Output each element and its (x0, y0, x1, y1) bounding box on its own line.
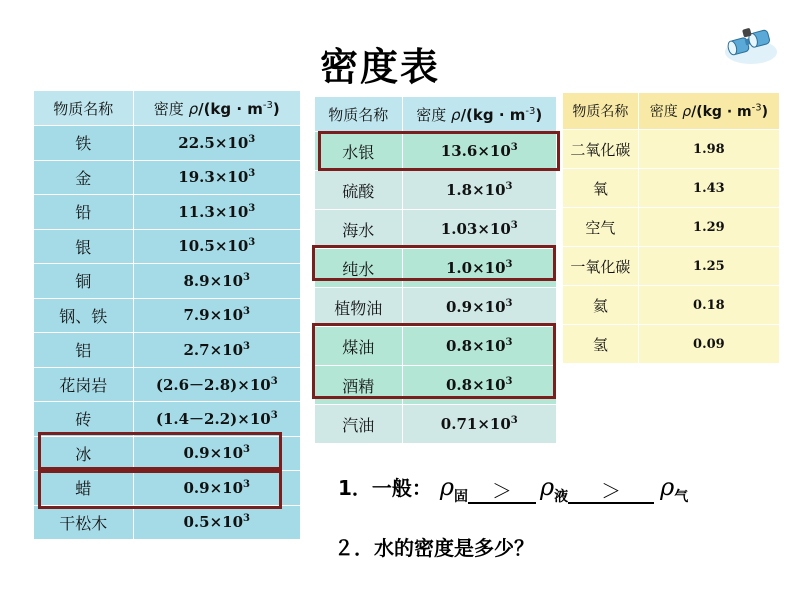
substance-name: 氢 (563, 325, 639, 364)
substance-name: 氧 (563, 169, 639, 208)
header-density-exp: -3 (751, 102, 762, 114)
table-row (563, 169, 780, 208)
header-name: 物质名称 (563, 93, 639, 130)
substance-name: 钢、铁 (34, 298, 134, 333)
table-row (34, 333, 301, 368)
table-header-row (315, 97, 557, 132)
density-mantissa: 0.8×10 (446, 337, 506, 355)
substance-name: 铁 (34, 126, 134, 161)
density-value (133, 367, 300, 402)
density-value (133, 160, 300, 195)
header-rho: ρ (451, 105, 461, 124)
density-exponent: 3 (243, 444, 251, 456)
density-mantissa: 0.9×10 (446, 298, 506, 316)
page-title: 密度表 (320, 45, 441, 89)
density-exponent: 3 (510, 142, 518, 153)
substance-name: 硫酸 (315, 171, 403, 210)
rho-symbol: ρ (660, 473, 675, 501)
table-row (34, 126, 301, 161)
density-value (133, 333, 300, 368)
substance-name: 铅 (34, 195, 134, 230)
density-exponent: 3 (248, 237, 256, 249)
table-row (315, 171, 557, 210)
density-exponent: 3 (505, 181, 513, 192)
density-exponent: 3 (270, 375, 278, 387)
header-density-unit: /(kg · m (691, 104, 752, 120)
density-mantissa: 0.9×10 (183, 478, 244, 497)
density-mantissa: 19.3×10 (178, 168, 249, 187)
header-density-exp: -3 (262, 99, 273, 111)
density-exponent: 3 (510, 220, 518, 231)
table-header-row (34, 91, 301, 126)
substance-name: 空气 (563, 208, 639, 247)
highlight-box-wax (38, 470, 282, 509)
question-2: ２．水的密度是多少？ (334, 536, 534, 560)
subscript-solid: 固 (454, 489, 469, 505)
rho-symbol: ρ (540, 473, 555, 501)
density-exponent: 3 (248, 202, 256, 214)
density-exponent: 3 (505, 376, 513, 387)
substance-name: 金 (34, 160, 134, 195)
density-value: 0.18 (638, 286, 779, 325)
density-mantissa: 0.9×10 (183, 444, 244, 463)
table-row (563, 130, 780, 169)
subscript-gas: 气 (674, 489, 689, 505)
question-1-label: 1．一般： (338, 476, 432, 500)
substance-name: 酒精 (315, 366, 403, 405)
substance-name: 砖 (34, 402, 134, 437)
highlight-box-kerosene-alcohol (312, 323, 556, 399)
question-1 (338, 472, 689, 505)
table-row (563, 325, 780, 364)
table-row (315, 210, 557, 249)
table-row (34, 367, 301, 402)
header-density-prefix: 密度 (416, 105, 447, 124)
density-value (402, 171, 556, 210)
density-mantissa: 0.8×10 (446, 376, 506, 394)
substance-name: 铜 (34, 264, 134, 299)
substance-name: 银 (34, 229, 134, 264)
density-exponent: 3 (243, 306, 251, 318)
substance-name: 煤油 (315, 327, 403, 366)
density-mantissa: (2.6－2.8)×10 (155, 375, 271, 394)
density-exponent: 3 (505, 298, 513, 309)
density-value (133, 195, 300, 230)
density-mantissa: 0.71×10 (440, 415, 511, 433)
substance-name: 汽油 (315, 405, 403, 444)
density-mantissa: 1.03×10 (440, 220, 511, 238)
density-mantissa: (1.4－2.2)×10 (155, 410, 271, 429)
header-name: 物质名称 (34, 91, 134, 126)
substance-name: 植物油 (315, 288, 403, 327)
density-exponent: 3 (243, 340, 251, 352)
density-exponent: 3 (243, 513, 251, 525)
header-density-unit: /(kg · m (460, 105, 526, 124)
density-value: 0.09 (638, 325, 779, 364)
header-density-prefix: 密度 (153, 99, 184, 118)
density-value (133, 505, 300, 540)
substance-name: 花岗岩 (34, 367, 134, 402)
density-value (133, 264, 300, 299)
highlight-box-pure-water (312, 245, 556, 281)
density-value: 1.98 (638, 130, 779, 169)
density-mantissa: 13.6×10 (440, 142, 511, 160)
highlight-box-mercury (318, 131, 560, 171)
density-value: 1.29 (638, 208, 779, 247)
table-row (315, 288, 557, 327)
density-value: 1.43 (638, 169, 779, 208)
header-density-exp: -3 (525, 105, 536, 117)
table-row (34, 505, 301, 540)
header-density-unit: /(kg · m (198, 99, 263, 118)
substance-name: 一氧化碳 (563, 247, 639, 286)
table-row (315, 405, 557, 444)
table-row (34, 298, 301, 333)
substance-name: 氦 (563, 286, 639, 325)
density-mantissa: 8.9×10 (183, 271, 244, 290)
density-value: 1.25 (638, 247, 779, 286)
table-row (34, 402, 301, 437)
density-exponent: 3 (270, 410, 278, 422)
header-name: 物质名称 (315, 97, 403, 132)
table-row (563, 247, 780, 286)
substance-name: 冰 (34, 436, 134, 471)
density-value (133, 126, 300, 161)
substance-name: 二氧化碳 (563, 130, 639, 169)
rho-symbol: ρ (439, 473, 455, 501)
density-mantissa: 22.5×10 (178, 133, 249, 152)
substance-name: 纯水 (315, 249, 403, 288)
substance-name: 蜡 (34, 471, 134, 506)
density-mantissa: 11.3×10 (178, 202, 249, 221)
density-exponent: 3 (248, 168, 256, 180)
table-row (563, 208, 780, 247)
subscript-liquid: 液 (554, 489, 569, 505)
substance-name: 海水 (315, 210, 403, 249)
substance-name: 干松木 (34, 505, 134, 540)
density-value (402, 288, 556, 327)
table-header-row (563, 93, 780, 130)
density-mantissa: 1.0×10 (446, 259, 506, 277)
density-value (402, 405, 556, 444)
binocular-icon (724, 22, 778, 66)
density-value (133, 298, 300, 333)
table-row (34, 160, 301, 195)
density-exponent: 3 (505, 337, 513, 348)
header-rho: ρ (682, 104, 692, 120)
header-density: 密度 $\rho/(kg \cdot m^{-3})$ (402, 97, 556, 132)
table-row (34, 264, 301, 299)
density-value (402, 210, 556, 249)
substance-name: 铝 (34, 333, 134, 368)
table-row (34, 229, 301, 264)
density-mantissa: 10.5×10 (178, 237, 249, 256)
density-mantissa: 7.9×10 (183, 306, 244, 325)
highlight-box-ice (38, 432, 282, 470)
density-mantissa: 1.8×10 (446, 181, 506, 199)
table-row (563, 286, 780, 325)
header-rho: ρ (188, 99, 199, 118)
density-exponent: 3 (510, 415, 518, 426)
density-exponent: 3 (243, 271, 251, 283)
density-value (133, 229, 300, 264)
density-value (133, 402, 300, 437)
density-exponent: 3 (248, 133, 256, 145)
gases-density-table (562, 92, 780, 364)
substance-name: 水银 (315, 132, 403, 171)
header-density: 密度 $\rho/(kg \cdot m^{-3})$ (133, 91, 300, 126)
header-density: 密度 $\rho/(kg \cdot m^{-3})$ (638, 93, 779, 130)
answer-blank-2: ＞ (568, 480, 654, 504)
density-exponent: 3 (505, 259, 513, 270)
density-mantissa: 0.5×10 (183, 513, 244, 532)
density-exponent: 3 (243, 478, 251, 490)
density-mantissa: 2.7×10 (183, 340, 244, 359)
table-row (34, 195, 301, 230)
answer-blank-1: ＞ (468, 480, 536, 504)
header-density-prefix: 密度 (649, 104, 678, 120)
